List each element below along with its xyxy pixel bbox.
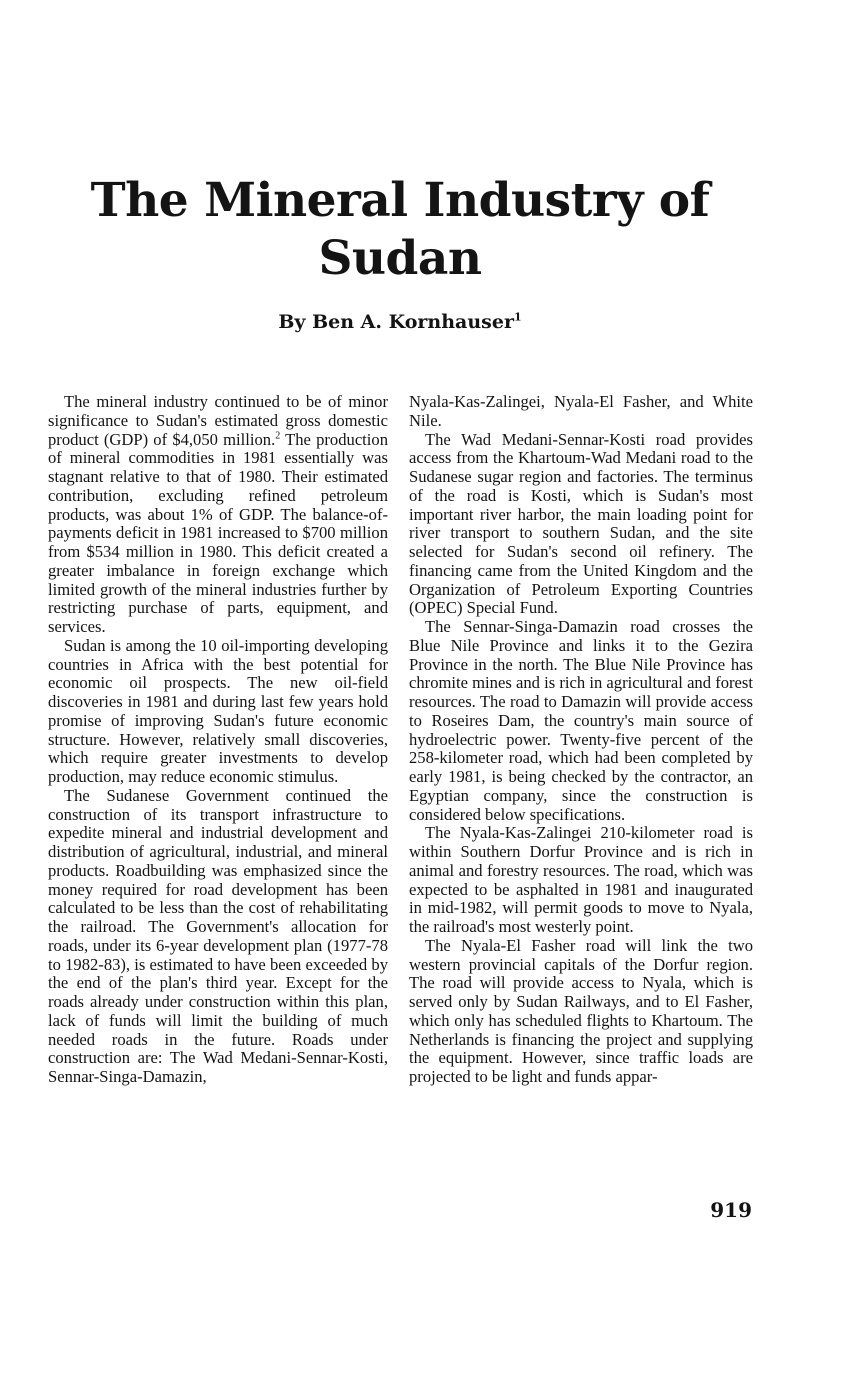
paragraph: The Sennar-Singa-Damazin road crosses the Blue Nile Province and links it to the Gezira Province in the north. The Blue Nile Province has chromite mines and is rich in agricultural and forest resources. The road to Damazin will provide access to Roseires Dam, the country's main source of hydroelectric power. Twenty-five percent of the 258-kilometer road, which had been completed by early 1981, is being checked by the contractor, an Egyptian company, since the construction is considered below specifications. <box>409 617 753 824</box>
right-column <box>409 393 753 1087</box>
article-title-line-2: Sudan <box>318 231 482 286</box>
paragraph: Sudan is among the 10 oil-importing developing countries in Africa with the best potential for economic oil prospects. The new oil-field discoveries in 1981 and during last few years hold promise of improving Sudan's future economic structure. However, relatively small discoveries, which require greater investments to develop production, may reduce economic stimulus. <box>48 635 388 786</box>
left-column <box>48 393 388 1087</box>
paragraph: The Nyala-Kas-Zalingei 210-kilometer road is within Southern Dorfur Province and is rich in animal and forestry resources. The road, which was expected to be asphalted in 1981 and inaugurated in mid-1982, will permit goods to move to Nyala, the railroad's most westerly point. <box>409 823 753 936</box>
author-byline <box>0 310 800 334</box>
paragraph-text: The production of mineral commodities in 1981 essentially was stagnant relative to that of 1980. Their estimated contribution, excluding refined petroleum products, was about 1% of GDP. The balance-of-payments deficit in 1981 increased to $700 million from $534 million in 1980. This deficit created a greater imbalance in foreign exchange which limited growth of the mineral industries further by restricting purchase of parts, equipment, and services. <box>48 429 388 636</box>
paragraph-continuation: Nyala-Kas-Zalingei, Nyala-El Fasher, and White Nile. <box>409 392 753 430</box>
article-title <box>0 172 800 288</box>
paragraph <box>48 393 388 637</box>
paragraph: The Nyala-El Fasher road will link the two western provincial capitals of the Dorfur region. The road will provide access to Nyala, which is served only by Sudan Railways, and to El Fasher, which only has scheduled flights to Khartoum. The Netherlands is financing the project and supplying the equipment. However, since traffic loads are projected to be light and funds appar- <box>409 935 753 1086</box>
paragraph-text: The mineral industry continued to be of minor significance to Sudan's estimated gross domestic product (GDP) of $4,050 million. <box>48 392 388 449</box>
page-number: 919 <box>710 1198 752 1222</box>
author-name: By Ben A. Kornhauser <box>278 311 514 333</box>
article-title-line-1: The Mineral Industry of <box>90 173 710 228</box>
paragraph: The Sudanese Government continued the construction of its transport infrastructure to expedite mineral and industrial development and distribution of agricultural, industrial, and mineral products. Roadbuilding was emphasized since the money required for road development has been calculated to be less than the cost of rehabilitating the railroad. The Government's allocation for roads, under its 6-year development plan (1977-78 to 1982-83), is estimated to have been exceeded by the end of the plan's third year. Except for the roads already under construction within this plan, lack of funds will limit the building of much needed roads in the future. Roads under construction are: The Wad Medani-Sennar-Kosti, Sennar-Singa-Damazin, <box>48 785 388 1086</box>
paragraph: The Wad Medani-Sennar-Kosti road provides access from the Khartoum-Wad Medani road to the Sudanese sugar region and factories. The terminus of the road is Kosti, which is Sudan's most important river harbor, the main loading point for river transport to southern Sudan, and the site selected for Sudan's second oil refinery. The financing came from the United Kingdom and the Organization of Petroleum Exporting Countries (OPEC) Special Fund. <box>409 429 753 618</box>
author-footnote-ref: 1 <box>513 310 522 324</box>
footnote-ref: 2 <box>275 429 281 441</box>
